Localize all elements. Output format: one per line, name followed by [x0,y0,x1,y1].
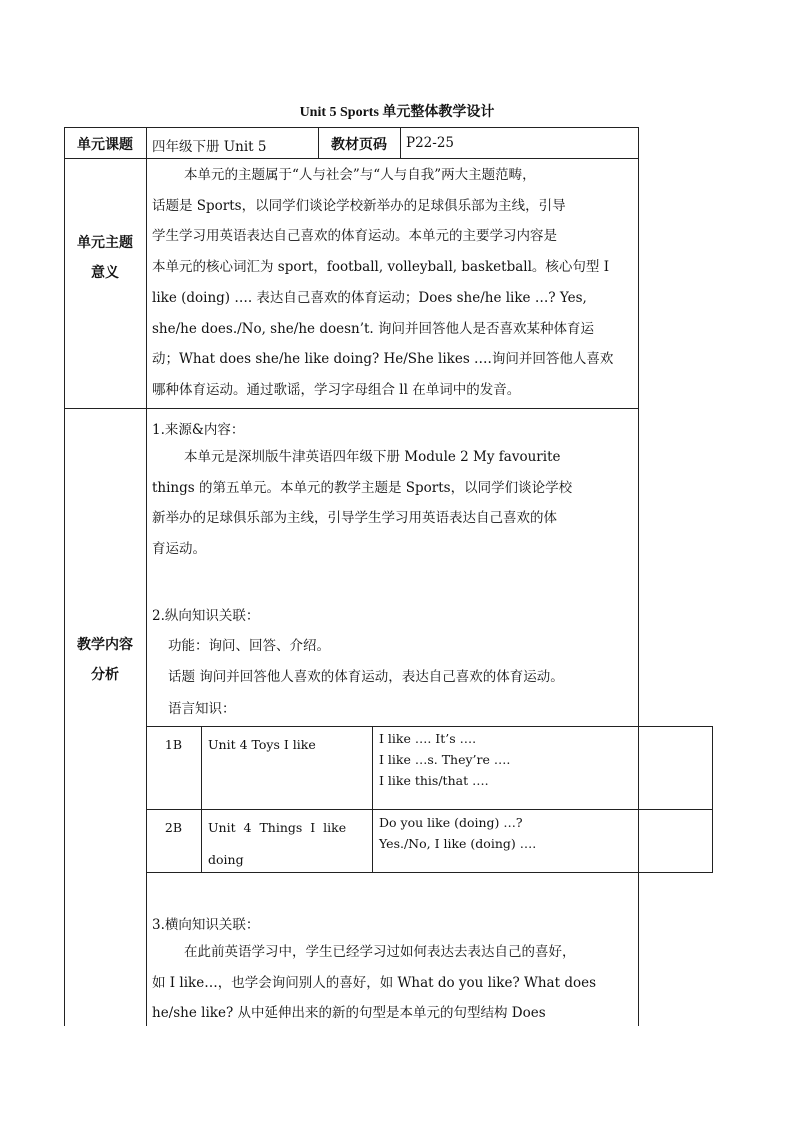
source-paragraph [152,442,632,565]
content-analysis-label-line1: 教学内容 [77,637,133,653]
unit-theme-line: she/he does./No, she/he doesn’t. 询问并回答他人是否喜欢某种体育运 [152,320,594,337]
knowledge-grade-2b: 2B [164,820,183,835]
vertical-heading: 2.纵向知识关联： [152,608,260,624]
row1-bottom-border [64,158,639,159]
label-column-divider-lower [146,873,147,1026]
knowledge-unit-1b: Unit 4 Toys I like [208,737,316,752]
knowledge-unit-2b-line2: doing [208,852,244,867]
knowledge-pattern: Yes./No, I like (doing) …. [379,836,537,851]
horizontal-paragraph [152,937,632,1029]
label-column-divider-upper [146,127,147,727]
knowledge-grade-1b: 1B [164,737,183,752]
knowledge-table-col-divider-1 [201,726,202,873]
horizontal-line: he/she like? 从中延伸出来的新的句型是本单元的句型结构 Does [152,1005,546,1022]
language-knowledge-line: 语言知识： [168,701,236,717]
textbook-pages-label: 教材页码 [331,137,387,153]
unit-theme-label-line1: 单元主题 [77,235,133,251]
source-line: 育运动。 [152,541,206,558]
unit-theme-line: 本单元的核心词汇为 sport，football, volleyball, basketball。核心句型 I [152,259,610,276]
knowledge-unit-2b-line1: Unit 4 Things I like [208,820,347,835]
textbook-pages-value: P22-25 [406,135,455,151]
source-line: 新举办的足球俱乐部为主线，引导学生学习用英语表达自己喜欢的体 [152,510,557,527]
row1-divider-b [400,127,401,158]
unit-theme-line: 动；What does she/he like doing? He/She likes ….询问并回答他人喜欢 [152,351,614,368]
table-top-border [64,127,639,128]
horizontal-line: 在此前英语学习中，学生已经学习过如何表达去表达自己的喜好， [184,944,576,960]
table-right-border-upper [638,127,639,727]
function-line: 功能：询问、回答、介绍。 [168,638,330,654]
knowledge-table-row-divider [146,809,713,810]
horizontal-line: 如 I like…，也学会询问别人的喜好，如 What do you like? What does [152,974,597,991]
content-analysis-label-line2: 分析 [91,667,119,683]
document-title: Unit 5 Sports 单元整体教学设计 [299,105,495,120]
unit-theme-label-line2: 意义 [91,265,119,281]
topic-line: 话题 询问并回答他人喜欢的体育运动，表达自己喜欢的体育运动。 [168,669,564,685]
knowledge-pattern: Do you like (doing) …? [379,815,523,830]
unit-theme-line: like (doing) …. 表达自己喜欢的体育运动；Does she/he like …? Yes, [152,289,587,306]
unit-theme-line: 哪种体育运动。通过歌谣，学习字母组合 ll 在单词中的发音。 [152,381,521,398]
knowledge-table-col-divider-3 [638,726,639,873]
unit-topic-value: 四年级下册 Unit 5 [152,139,267,155]
knowledge-table-col-divider-2 [372,726,373,873]
unit-theme-label [64,228,146,288]
table-right-border-lower [638,873,639,1026]
knowledge-pattern: I like …s. They’re …. [379,752,511,767]
unit-topic-label: 单元课题 [77,137,133,153]
content-analysis-label [64,630,146,690]
unit-theme-line: 本单元的主题属于“人与社会”与“人与自我”两大主题范畴， [184,167,536,183]
row2-bottom-border [64,408,639,409]
source-line: 本单元是深圳版牛津英语四年级下册 Module 2 My favourite [184,449,561,465]
knowledge-pattern: I like this/that …. [379,773,489,788]
knowledge-pattern: I like …. It’s …. [379,731,477,746]
source-heading: 1.来源&内容： [152,422,245,438]
unit-theme-line: 话题是 Sports，以同学们谈论学校新举办的足球俱乐部为主线，引导 [152,197,566,214]
unit-theme-line: 学生学习用英语表达自己喜欢的体育运动。本单元的主要学习内容是 [152,228,557,245]
source-line: things 的第五单元。本单元的教学主题是 Sports，以同学们谈论学校 [152,479,573,496]
unit-theme-paragraph [152,160,632,406]
horizontal-heading: 3.横向知识关联： [152,917,260,933]
